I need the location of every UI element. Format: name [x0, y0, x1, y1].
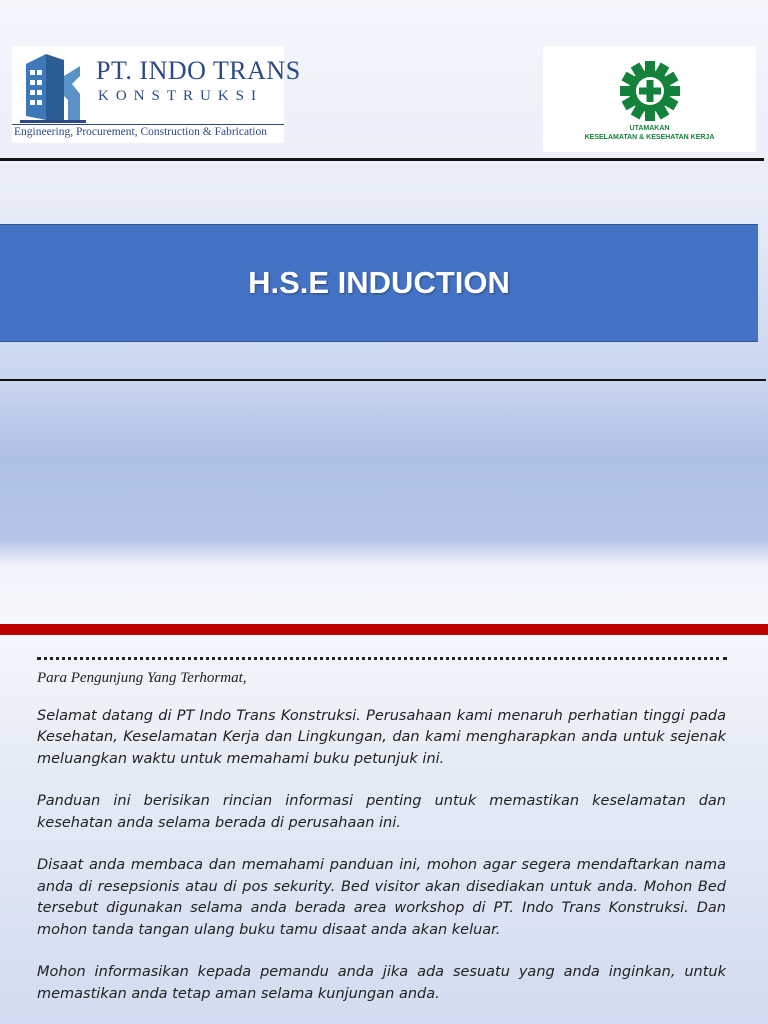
building-logo-icon	[20, 50, 88, 124]
logo-divider	[12, 124, 284, 125]
dotted-separator	[37, 657, 727, 660]
k3-slogan-line2: KESELAMATAN & KESEHATAN KERJA	[584, 134, 715, 141]
company-name: PT. INDO TRANS	[96, 56, 301, 85]
letter-paragraph: Mohon informasikan kepada pemandu anda jika ada sesuatu yang anda inginkan, untuk memastikan anda tetap aman selama kunjungan anda.	[37, 964, 726, 1002]
header-divider	[0, 158, 764, 161]
title-divider	[0, 379, 766, 381]
welcome-letter	[37, 668, 726, 1005]
k3-slogan-line1: UTAMAKAN	[629, 125, 670, 132]
letter-paragraph: Panduan ini berisikan rincian informasi penting untuk memastikan keselamatan dan kesehatan anda selama berada di perusahaan ini.	[37, 793, 726, 831]
company-subname: KONSTRUKSI	[98, 88, 264, 104]
page-title: H.S.E INDUCTION	[248, 265, 510, 300]
company-logo	[12, 46, 301, 143]
company-tagline: Engineering, Procurement, Construction & Fabrication	[14, 126, 267, 138]
letter-paragraph: Selamat datang di PT Indo Trans Konstruksi. Perusahaan kami menaruh perhatian tinggi pada Kesehatan, Keselamatan Kerja dan Lingkungan, dan kami mengharapkan anda untuk sejenak meluangkan waktu untuk memahami buku petunjuk ini.	[37, 707, 726, 767]
k3-logo	[543, 46, 756, 152]
k3-gear-cross-icon	[619, 60, 681, 122]
letter-paragraph: Disaat anda membaca dan memahami panduan ini, mohon agar segera mendaftarkan nama anda di resepsionis atau di pos sekurity. Bed visitor akan disediakan untuk anda. Mohon Bed tersebut digunakan selama anda berada area workshop di PT. Indo Trans Konstruksi. Dan mohon tanda tangan ulang buku tamu disaat anda akan keluar.	[37, 857, 726, 938]
title-banner	[0, 224, 758, 342]
accent-bar	[0, 624, 768, 635]
letter-salutation: Para Pengunjung Yang Terhormat,	[37, 670, 247, 686]
